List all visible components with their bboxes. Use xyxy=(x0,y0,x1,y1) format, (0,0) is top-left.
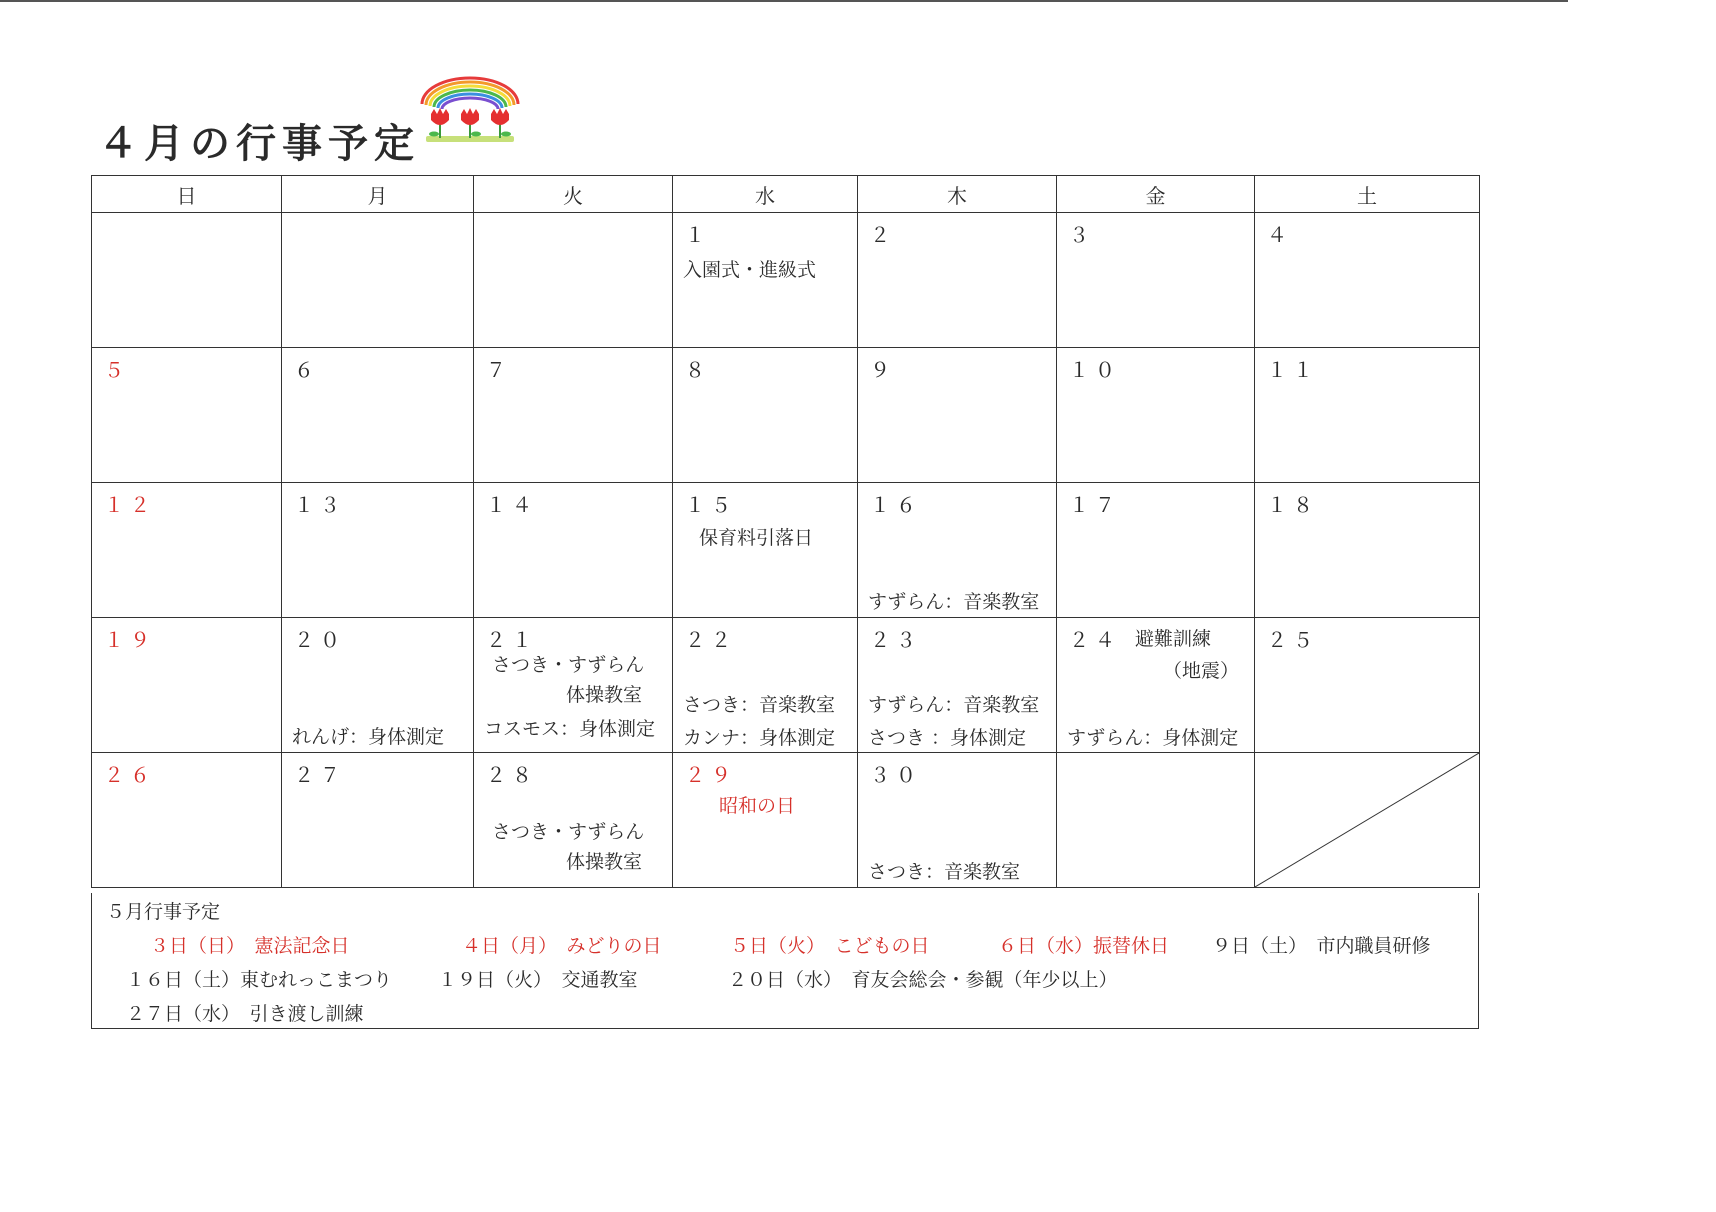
weekday-sat: 土 xyxy=(1255,176,1480,213)
day-cell xyxy=(474,483,673,618)
event-text: れんげ：身体測定 xyxy=(292,726,445,748)
day-cell xyxy=(1057,348,1255,483)
diagonal-line xyxy=(1255,753,1479,887)
day-number: ３０ xyxy=(870,763,922,787)
weekday-tue: 火 xyxy=(474,176,673,213)
day-cell xyxy=(1255,618,1480,753)
event-text: さつき：音楽教室 xyxy=(868,861,1021,883)
day-number: １６ xyxy=(870,493,922,517)
day-number: １５ xyxy=(685,493,737,517)
top-border-line xyxy=(0,0,1568,2)
day-cell xyxy=(858,483,1057,618)
week-row xyxy=(92,348,1480,483)
may-row-3 xyxy=(126,999,364,1026)
week-row xyxy=(92,618,1480,753)
weekday-sun: 日 xyxy=(92,176,282,213)
day-number: ３ xyxy=(1069,223,1095,247)
day-cell xyxy=(673,483,858,618)
event-text: 避難訓練 xyxy=(1135,628,1212,650)
day-number: １ xyxy=(685,223,711,247)
event-text: カンナ：身体測定 xyxy=(683,727,836,749)
day-number: ２０ xyxy=(294,628,346,652)
day-number: ２２ xyxy=(685,628,737,652)
day-cell-empty xyxy=(282,213,474,348)
day-cell xyxy=(92,348,282,483)
week-row xyxy=(92,753,1480,888)
may-event-item: ２０日（水） 育友会総会・参観（年少以上） xyxy=(728,969,1118,991)
day-number: ４ xyxy=(1267,223,1293,247)
day-number: ９ xyxy=(870,358,896,382)
day-number-holiday: ５ xyxy=(104,358,130,382)
day-cell xyxy=(1057,618,1255,753)
april-calendar xyxy=(91,175,1480,888)
day-number: ２ xyxy=(870,223,896,247)
day-number-holiday: １９ xyxy=(104,628,156,652)
day-cell xyxy=(92,753,282,888)
day-number: ２１ xyxy=(486,628,538,652)
day-cell xyxy=(1255,213,1480,348)
weekday-wed: 水 xyxy=(673,176,858,213)
may-row-2 xyxy=(126,965,1466,993)
day-cell xyxy=(474,348,673,483)
event-text: さつき ：身体測定 xyxy=(868,727,1027,749)
day-cell xyxy=(92,483,282,618)
event-text: 保育料引落日 xyxy=(699,527,814,549)
day-number: １８ xyxy=(1267,493,1319,517)
day-cell xyxy=(282,618,474,753)
day-number: ６ xyxy=(294,358,320,382)
day-cell xyxy=(673,753,858,888)
day-cell xyxy=(858,348,1057,483)
weekday-fri: 金 xyxy=(1057,176,1255,213)
day-number: ７ xyxy=(486,358,512,382)
may-event-item: ９日（土） 市内職員研修 xyxy=(1212,935,1431,957)
rainbow-tulips-icon xyxy=(418,74,522,146)
event-text: （地震） xyxy=(1163,660,1240,682)
day-number: ２５ xyxy=(1267,628,1319,652)
day-cell xyxy=(474,618,673,753)
weekday-mon: 月 xyxy=(282,176,474,213)
may-holiday-item: ４日（月） みどりの日 xyxy=(462,935,662,957)
event-text: 入園式・進級式 xyxy=(683,259,817,281)
day-cell xyxy=(474,753,673,888)
may-event-item: ２７日（水） 引き渡し訓練 xyxy=(126,1003,364,1025)
week-row xyxy=(92,213,1480,348)
day-number-holiday: ２６ xyxy=(104,763,156,787)
weekday-header-row xyxy=(92,176,1480,213)
event-text: コスモス：身体測定 xyxy=(484,718,656,740)
day-number: １４ xyxy=(486,493,538,517)
day-cell xyxy=(282,483,474,618)
day-number: ２４ xyxy=(1069,628,1121,652)
day-cell xyxy=(1255,483,1480,618)
may-heading: ５月行事予定 xyxy=(106,901,221,923)
day-cell-empty xyxy=(92,213,282,348)
weekday-thu: 木 xyxy=(858,176,1057,213)
day-cell xyxy=(858,618,1057,753)
may-events-box xyxy=(91,893,1479,1029)
day-cell xyxy=(1057,213,1255,348)
may-event-item: １６日（土）東むれっこまつり xyxy=(126,969,393,991)
event-text: さつき・すずらん xyxy=(492,654,645,676)
day-number: ２７ xyxy=(294,763,346,787)
event-text: 体操教室 xyxy=(566,851,643,873)
event-text: さつき・すずらん xyxy=(492,821,645,843)
day-number: ２３ xyxy=(870,628,922,652)
day-number: １３ xyxy=(294,493,346,517)
week-row xyxy=(92,483,1480,618)
event-text: すずらん：音楽教室 xyxy=(868,591,1040,613)
holiday-text: 昭和の日 xyxy=(719,795,796,817)
may-holiday-item: ５日（火） こどもの日 xyxy=(730,935,930,957)
day-cell xyxy=(282,753,474,888)
day-number-holiday: ２９ xyxy=(685,763,737,787)
day-cell xyxy=(1057,483,1255,618)
day-number: １７ xyxy=(1069,493,1121,517)
event-text: 体操教室 xyxy=(566,684,643,706)
day-number: ８ xyxy=(685,358,711,382)
event-text: すずらん：身体測定 xyxy=(1067,727,1239,749)
day-cell-empty xyxy=(1057,753,1255,888)
event-text: すずらん：音楽教室 xyxy=(868,694,1040,716)
may-holiday-item: ３日（日） 憲法記念日 xyxy=(150,935,350,957)
day-cell xyxy=(858,753,1057,888)
day-cell xyxy=(673,618,858,753)
day-cell xyxy=(92,618,282,753)
may-event-item: １９日（火） 交通教室 xyxy=(438,969,638,991)
page-title: ４月の行事予定 xyxy=(98,121,420,167)
day-cell xyxy=(282,348,474,483)
day-cell-crossed xyxy=(1255,753,1480,888)
day-cell xyxy=(673,348,858,483)
day-number: ２８ xyxy=(486,763,538,787)
may-holiday-item: ６日（水）振替休日 xyxy=(998,935,1170,957)
day-cell xyxy=(1255,348,1480,483)
event-text: さつき：音楽教室 xyxy=(683,694,836,716)
day-cell xyxy=(673,213,858,348)
may-row-1 xyxy=(150,931,1470,959)
day-number-holiday: １２ xyxy=(104,493,156,517)
day-number: １０ xyxy=(1069,358,1121,382)
day-cell-empty xyxy=(474,213,673,348)
day-cell xyxy=(858,213,1057,348)
day-number: １１ xyxy=(1267,358,1319,382)
